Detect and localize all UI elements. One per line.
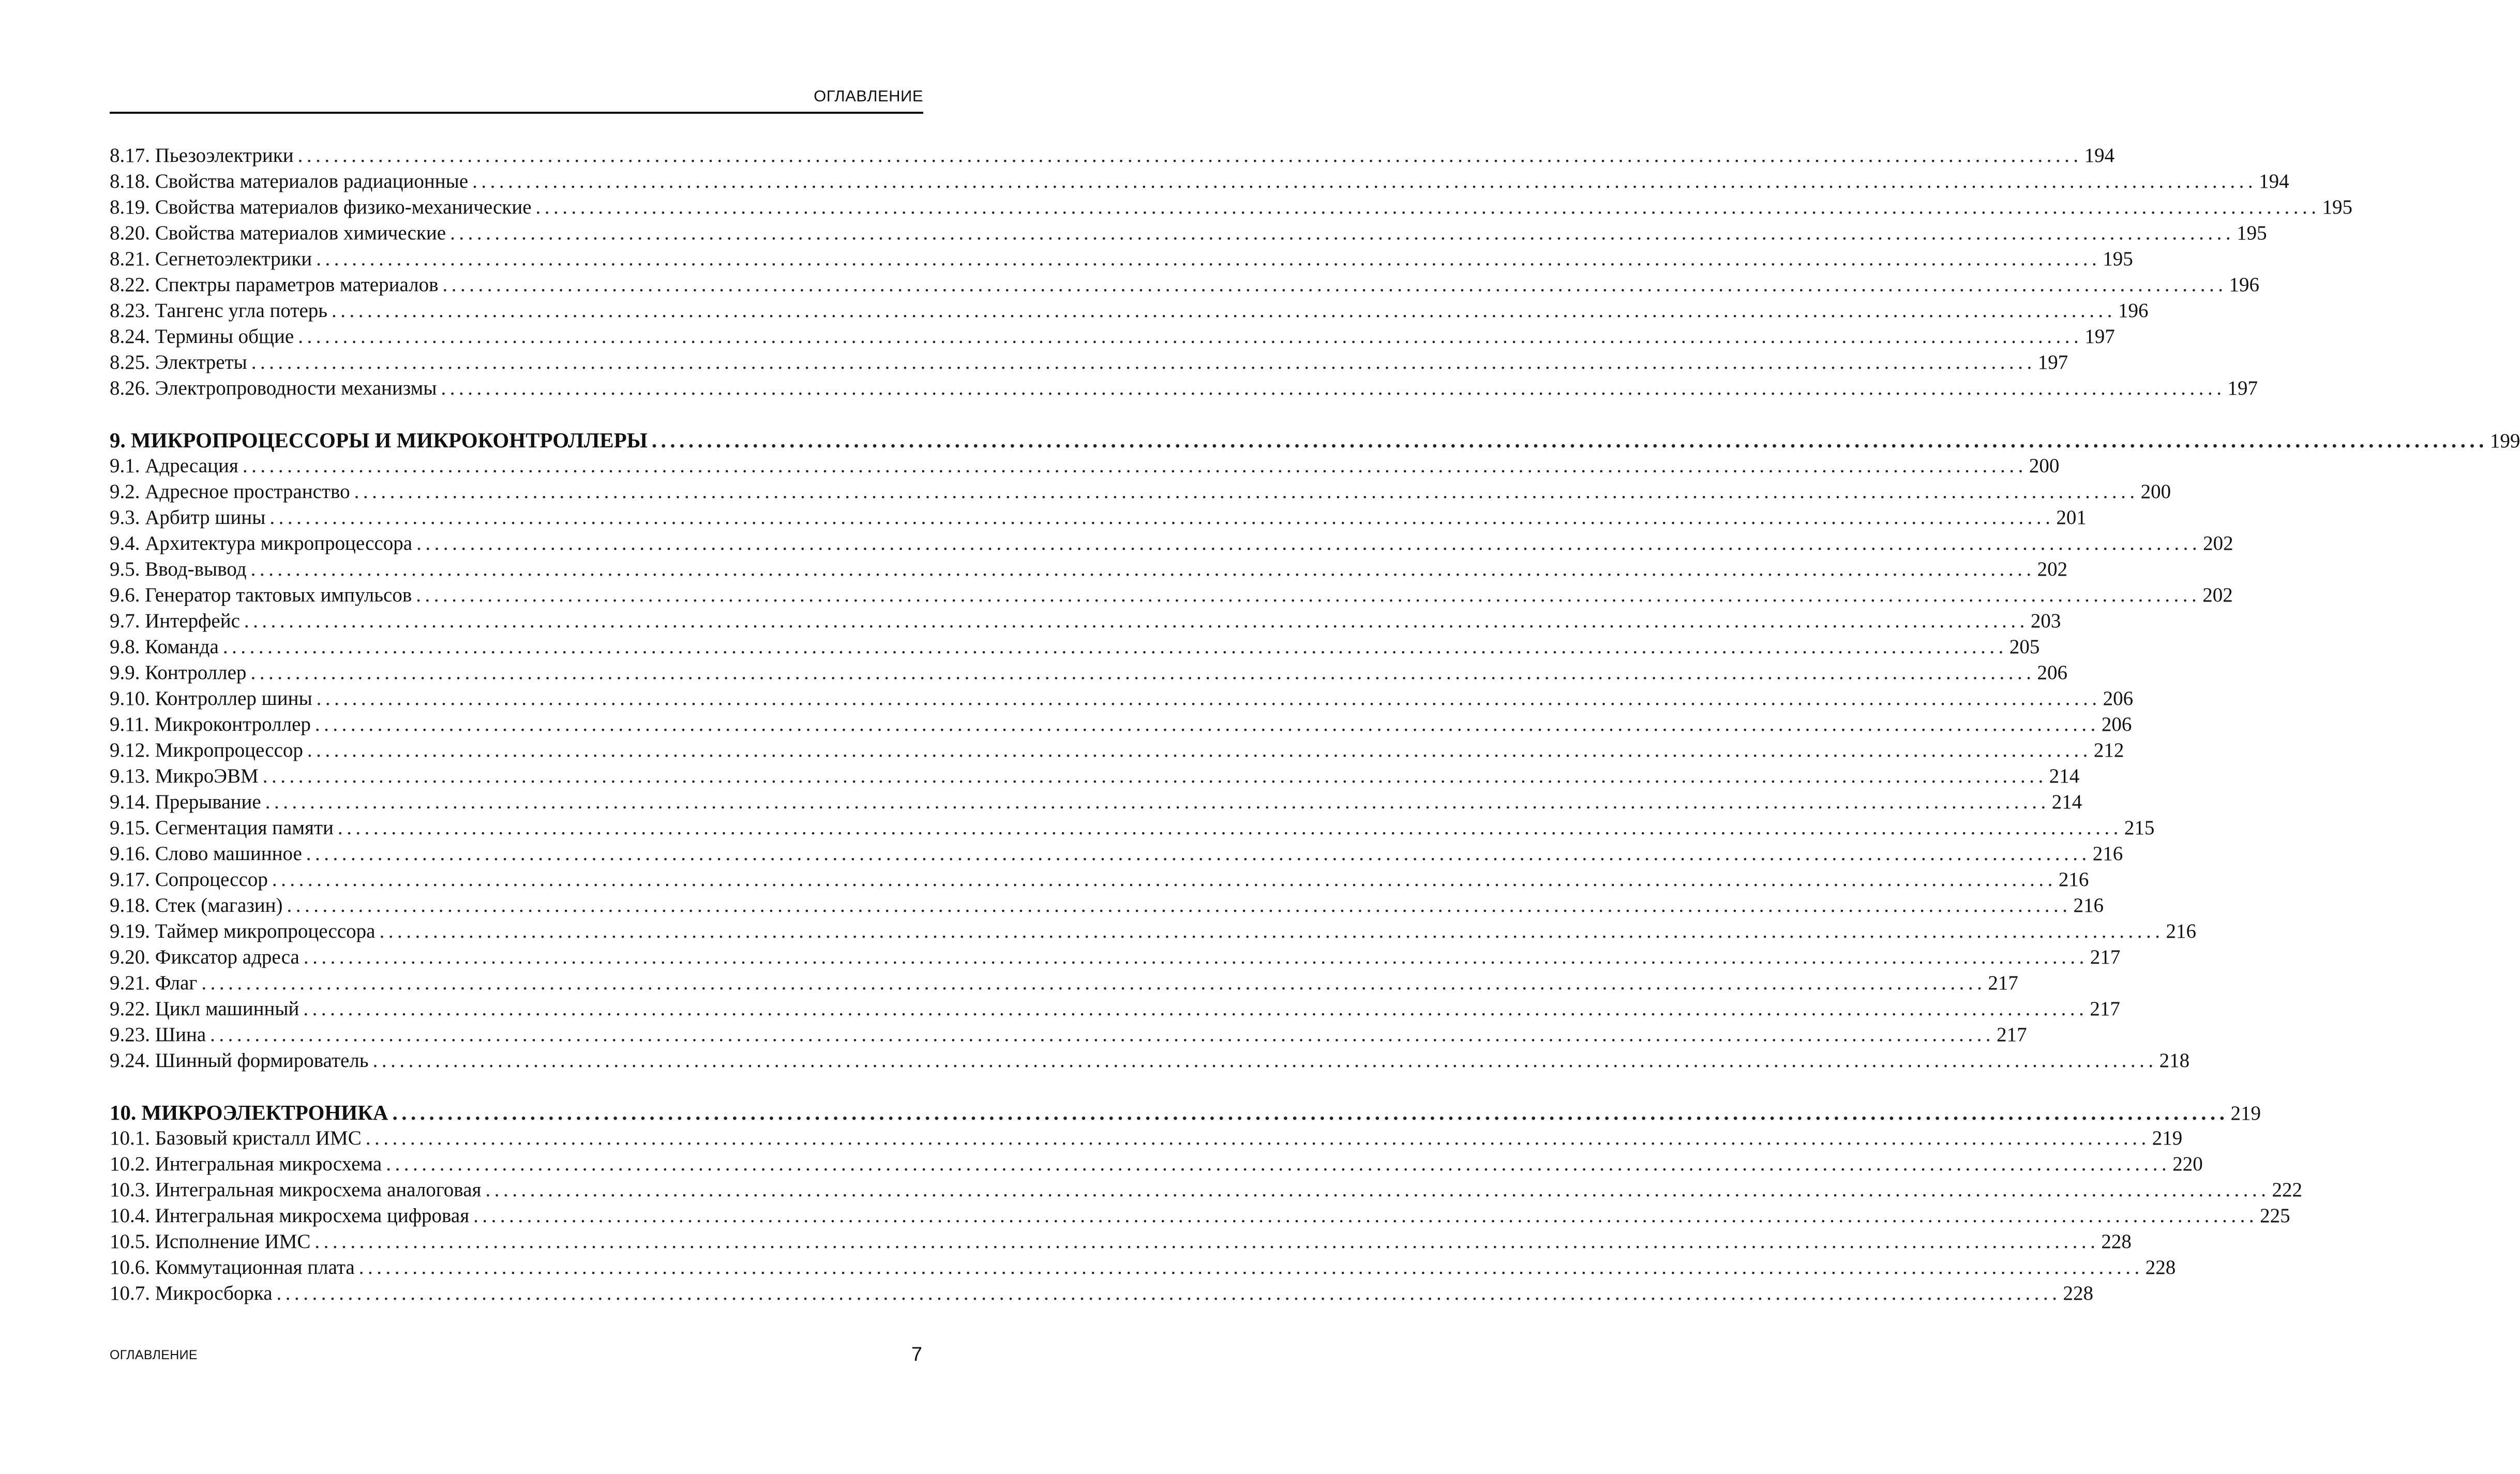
toc-entry[interactable]	[110, 453, 2060, 479]
toc-entry-label: 9.9. Контроллер	[110, 661, 247, 684]
toc-entry-page: 195	[2103, 248, 2133, 270]
toc-entry-page: 217	[1988, 972, 2018, 994]
toc-entry-page: 216	[2092, 843, 2123, 865]
toc-leader-dots: ........................................................................................................................................................................................................	[379, 920, 2164, 942]
toc-entry[interactable]	[110, 867, 2089, 893]
toc-entry[interactable]	[110, 220, 2267, 246]
toc-entry-label: 10.2. Интегральная микросхема	[110, 1153, 382, 1175]
toc-entry-page: 215	[2124, 817, 2155, 839]
toc-entry[interactable]	[110, 350, 2068, 375]
toc-entry-page: 216	[2058, 868, 2089, 891]
toc-entry-page: 194	[2259, 170, 2289, 192]
toc-entry[interactable]	[110, 1022, 2027, 1048]
toc-entry-page: 219	[2152, 1127, 2183, 1149]
toc-entry[interactable]	[110, 970, 2018, 996]
toc-entry-label: 9.19. Таймер микропроцессора	[110, 920, 376, 942]
toc-chapter-label: 10. МИКРОЭЛЕКТРОНИКА	[110, 1101, 388, 1124]
toc-entry-label: 9.13. МикроЭВМ	[110, 765, 259, 787]
toc-entry[interactable]	[110, 143, 2115, 169]
toc-entry-label: 9.10. Контроллер шины	[110, 687, 312, 710]
toc-entry[interactable]	[110, 169, 2289, 194]
toc-entry[interactable]	[110, 1203, 2290, 1229]
toc-entry-label: 9.7. Интерфейс	[110, 610, 240, 632]
toc-entry-page: 203	[2030, 610, 2061, 632]
toc-entry-label: 8.22. Спектры параметров материалов	[110, 274, 439, 296]
toc-leader-dots: ........................................................................................................................................................................................................	[250, 558, 2035, 580]
toc-entry-label: 9.17. Сопроцессор	[110, 868, 268, 891]
toc-entry-label: 8.19. Свойства материалов физико-механические	[110, 196, 532, 218]
toc-entry[interactable]	[110, 893, 2104, 919]
toc-leader-dots: ........................................................................................................................................................................................................	[372, 1049, 2157, 1072]
toc-entry-label: 9.16. Слово машинное	[110, 843, 302, 865]
toc-entry-label: 9.4. Архитектура микропроцессора	[110, 532, 413, 554]
toc-leader-dots: ........................................................................................................................................................................................................	[472, 170, 2257, 192]
toc-entry-page: 216	[2166, 920, 2196, 942]
toc-leader-dots: ........................................................................................................................................................................................................	[303, 998, 2088, 1020]
toc-entry-page: 217	[2090, 998, 2120, 1020]
toc-entry[interactable]	[110, 272, 2259, 298]
toc-entry[interactable]	[110, 505, 2087, 531]
toc-entry[interactable]	[110, 608, 2061, 634]
toc-entry-page: 216	[2073, 894, 2104, 916]
toc-entry-label: 9.22. Цикл машинный	[110, 998, 299, 1020]
toc-entry-page: 194	[2084, 144, 2115, 167]
section-spacer	[110, 401, 923, 427]
toc-entry-label: 9.14. Прерывание	[110, 791, 261, 813]
toc-leader-dots: ........................................................................................................................................................................................................	[316, 687, 2101, 710]
toc-entry-page: 201	[2056, 506, 2087, 529]
toc-chapter-heading[interactable]	[110, 427, 2520, 453]
toc-entry-page: 202	[2037, 558, 2068, 580]
toc-leader-dots: ........................................................................................................................................................................................................	[303, 946, 2088, 968]
toc-entry-page: 225	[2260, 1205, 2290, 1227]
toc-entry-label: 9.8. Команда	[110, 636, 219, 658]
toc-entry[interactable]	[110, 479, 2171, 505]
toc-entry[interactable]	[110, 324, 2115, 350]
toc-entry[interactable]	[110, 919, 2196, 944]
toc-leader-dots: ........................................................................................................................................................................................................	[337, 817, 2122, 839]
toc-leader-dots: ........................................................................................................................................................................................................	[250, 661, 2035, 684]
toc-entry[interactable]	[110, 763, 2080, 789]
toc-leader-dots: ........................................................................................................................................................................................................	[272, 868, 2057, 891]
toc-entry-label: 9.11. Микроконтроллер	[110, 713, 311, 735]
toc-entry-page: 205	[2009, 636, 2040, 658]
toc-leader-dots: ........................................................................................................................................................................................................	[287, 894, 2072, 916]
page-footer	[110, 1344, 923, 1370]
toc-leader-dots: ........................................................................................................................................................................................................	[222, 636, 2007, 658]
toc-entry-label: 9.1. Адресация	[110, 455, 238, 477]
toc-entry-page: 206	[2101, 713, 2132, 735]
toc-entry-label: 9.23. Шина	[110, 1024, 206, 1046]
toc-chapter-page: 199	[2489, 430, 2520, 452]
toc-leader-dots: ........................................................................................................................................................................................................	[651, 428, 2488, 452]
toc-leader-dots: ........................................................................................................................................................................................................	[201, 972, 1986, 994]
toc-entry-label: 10.4. Интегральная микросхема цифровая	[110, 1205, 470, 1227]
toc-entry-page: 195	[2237, 222, 2267, 244]
toc-leader-dots: ........................................................................................................................................................................................................	[416, 584, 2201, 606]
toc-entry[interactable]	[110, 815, 2155, 841]
toc-entry-label: 9.6. Генератор тактовых импульсов	[110, 584, 412, 606]
toc-entry-label: 9.24. Шинный формирователь	[110, 1049, 369, 1072]
toc-entry[interactable]	[110, 1125, 2183, 1151]
toc-entry-label: 10.6. Коммутационная плата	[110, 1256, 355, 1279]
toc-entry[interactable]	[110, 712, 2132, 738]
toc-entry[interactable]	[110, 996, 2120, 1022]
toc-leader-dots: ........................................................................................................................................................................................................	[441, 377, 2226, 399]
toc-entry-label: 9.5. Ввод-вывод	[110, 558, 247, 580]
toc-entry-label: 8.21. Сегнетоэлектрики	[110, 248, 312, 270]
toc-leader-dots: ........................................................................................................................................................................................................	[242, 455, 2027, 477]
toc-entry-label: 9.18. Стек (магазин)	[110, 894, 283, 916]
toc-leader-dots: ........................................................................................................................................................................................................	[262, 765, 2047, 787]
toc-leader-dots: ........................................................................................................................................................................................................	[269, 506, 2054, 529]
toc-entry-label: 8.25. Электреты	[110, 351, 247, 373]
toc-entry[interactable]	[110, 298, 2149, 324]
toc-leader-dots: ........................................................................................................................................................................................................	[485, 1179, 2270, 1201]
toc-leader-dots: ........................................................................................................................................................................................................	[354, 480, 2139, 503]
toc-entry-page: 200	[2140, 480, 2171, 503]
toc-entry[interactable]	[110, 246, 2133, 272]
toc-entry[interactable]	[110, 1281, 2094, 1306]
toc-entry-page: 217	[2090, 946, 2121, 968]
toc-entry[interactable]	[110, 1151, 2203, 1177]
toc-leader-dots: ........................................................................................................................................................................................................	[210, 1024, 1995, 1046]
toc-leader-dots: ........................................................................................................................................................................................................	[386, 1153, 2171, 1175]
toc-leader-dots: ........................................................................................................................................................................................................	[307, 739, 2092, 761]
toc-entry-label: 10.5. Исполнение ИМС	[110, 1230, 311, 1253]
page-header	[110, 87, 923, 116]
toc-entry-page: 214	[2051, 791, 2082, 813]
toc-leader-dots: ........................................................................................................................................................................................................	[358, 1256, 2143, 1279]
toc-entry-page: 217	[1997, 1024, 2027, 1046]
toc-entry[interactable]	[110, 1229, 2132, 1255]
running-footer-title: ОГЛАВЛЕНИЕ	[110, 1348, 198, 1362]
toc-entry-label: 8.18. Свойства материалов радиационные	[110, 170, 469, 192]
toc-leader-dots: ........................................................................................................................................................................................................	[251, 351, 2036, 373]
toc-entry-page: 195	[2322, 196, 2353, 218]
toc-leader-dots: ........................................................................................................................................................................................................	[392, 1101, 2229, 1124]
toc-entry-label: 8.17. Пьезоэлектрики	[110, 144, 294, 167]
toc-entry-page: 228	[2145, 1256, 2176, 1279]
toc-entry[interactable]	[110, 556, 2068, 582]
toc-entry-label: 10.1. Базовый кристалл ИМС	[110, 1127, 362, 1149]
toc-leader-dots: ........................................................................................................................................................................................................	[297, 144, 2082, 167]
toc-entry[interactable]	[110, 738, 2124, 763]
toc-chapter-heading[interactable]	[110, 1100, 2261, 1125]
toc-entry-label: 9.20. Фиксатор адреса	[110, 946, 299, 968]
header-rule	[110, 112, 923, 114]
toc-entry-label: 8.26. Электропроводности механизмы	[110, 377, 437, 399]
toc-entry[interactable]	[110, 582, 2233, 608]
running-header-title: ОГЛАВЛЕНИЕ	[814, 87, 923, 105]
toc-entry-page: 214	[2049, 765, 2080, 787]
toc-entry-page: 202	[2202, 584, 2233, 606]
toc-chapter-page: 219	[2230, 1102, 2261, 1124]
toc-group-section-8	[110, 143, 2353, 401]
toc-entry[interactable]	[110, 634, 2040, 660]
toc-entry-label: 9.12. Микропроцессор	[110, 739, 303, 761]
toc-entry-page: 220	[2172, 1153, 2203, 1175]
toc-entry-page: 228	[2101, 1230, 2132, 1253]
toc-entry-page: 197	[2084, 325, 2115, 348]
toc-entry-page: 197	[2037, 351, 2068, 373]
toc-entry-page: 206	[2037, 661, 2067, 684]
toc-entry-page: 196	[2229, 274, 2259, 296]
toc-entry-label: 8.23. Тангенс угла потерь	[110, 299, 328, 322]
toc-entry-page: 200	[2029, 455, 2060, 477]
toc-entry[interactable]	[110, 531, 2233, 556]
toc-leader-dots: ........................................................................................................................................................................................................	[298, 325, 2083, 348]
toc-entry[interactable]	[110, 375, 2258, 401]
toc-entry-label: 9.2. Адресное пространство	[110, 480, 350, 503]
page-number: 7	[911, 1344, 922, 1365]
toc-entry-page: 202	[2203, 532, 2233, 554]
toc-entry-label: 8.24. Термины общие	[110, 325, 294, 348]
toc-entry-page: 212	[2093, 739, 2124, 761]
toc-entry[interactable]	[110, 789, 2082, 815]
toc-entry[interactable]	[110, 841, 2123, 867]
toc-entry[interactable]	[110, 194, 2353, 220]
toc-leader-dots: ........................................................................................................................................................................................................	[473, 1205, 2258, 1227]
toc-leader-dots: ........................................................................................................................................................................................................	[365, 1127, 2150, 1149]
toc-entry-label: 9.3. Арбитр шины	[110, 506, 266, 529]
toc-entry-page: 197	[2227, 377, 2258, 399]
toc-group-section-10	[110, 1125, 2302, 1306]
toc-leader-dots: ........................................................................................................................................................................................................	[314, 1230, 2099, 1253]
toc-leader-dots: ........................................................................................................................................................................................................	[265, 791, 2050, 813]
section-spacer	[110, 1074, 923, 1100]
toc-leader-dots: ........................................................................................................................................................................................................	[450, 222, 2235, 244]
toc-chapter-label: 9. МИКРОПРОЦЕССОРЫ И МИКРОКОНТРОЛЛЕРЫ	[110, 428, 648, 452]
toc-entry-page: 228	[2063, 1282, 2094, 1304]
toc-leader-dots: ........................................................................................................................................................................................................	[306, 843, 2091, 865]
toc-entry-page: 218	[2159, 1049, 2190, 1072]
toc-entry-label: 10.3. Интегральная микросхема аналоговая	[110, 1179, 482, 1201]
toc-entry-label: 10.7. Микросборка	[110, 1282, 273, 1304]
toc-entry-page: 196	[2118, 299, 2149, 322]
toc-entry-page: 222	[2272, 1179, 2302, 1201]
toc-leader-dots: ........................................................................................................................................................................................................	[316, 248, 2101, 270]
toc-entry-page: 206	[2103, 687, 2134, 710]
toc-leader-dots: ........................................................................................................................................................................................................	[244, 610, 2029, 632]
toc-leader-dots: ........................................................................................................................................................................................................	[276, 1282, 2061, 1304]
toc-entry[interactable]	[110, 660, 2067, 686]
toc-leader-dots: ........................................................................................................................................................................................................	[314, 713, 2099, 735]
toc-entry[interactable]	[110, 944, 2121, 970]
toc-leader-dots: ........................................................................................................................................................................................................	[442, 274, 2227, 296]
table-of-contents	[110, 143, 2520, 1306]
toc-entry-label: 9.15. Сегментация памяти	[110, 817, 334, 839]
toc-entry-label: 8.20. Свойства материалов химические	[110, 222, 446, 244]
toc-entry[interactable]	[110, 686, 2134, 712]
toc-group-section-9	[110, 453, 2233, 1074]
toc-entry[interactable]	[110, 1048, 2190, 1074]
toc-entry[interactable]	[110, 1177, 2302, 1203]
toc-leader-dots: ........................................................................................................................................................................................................	[416, 532, 2201, 554]
toc-leader-dots: ........................................................................................................................................................................................................	[332, 299, 2117, 322]
toc-leader-dots: ........................................................................................................................................................................................................	[535, 196, 2320, 218]
toc-entry-label: 9.21. Флаг	[110, 972, 198, 994]
toc-entry[interactable]	[110, 1255, 2176, 1281]
